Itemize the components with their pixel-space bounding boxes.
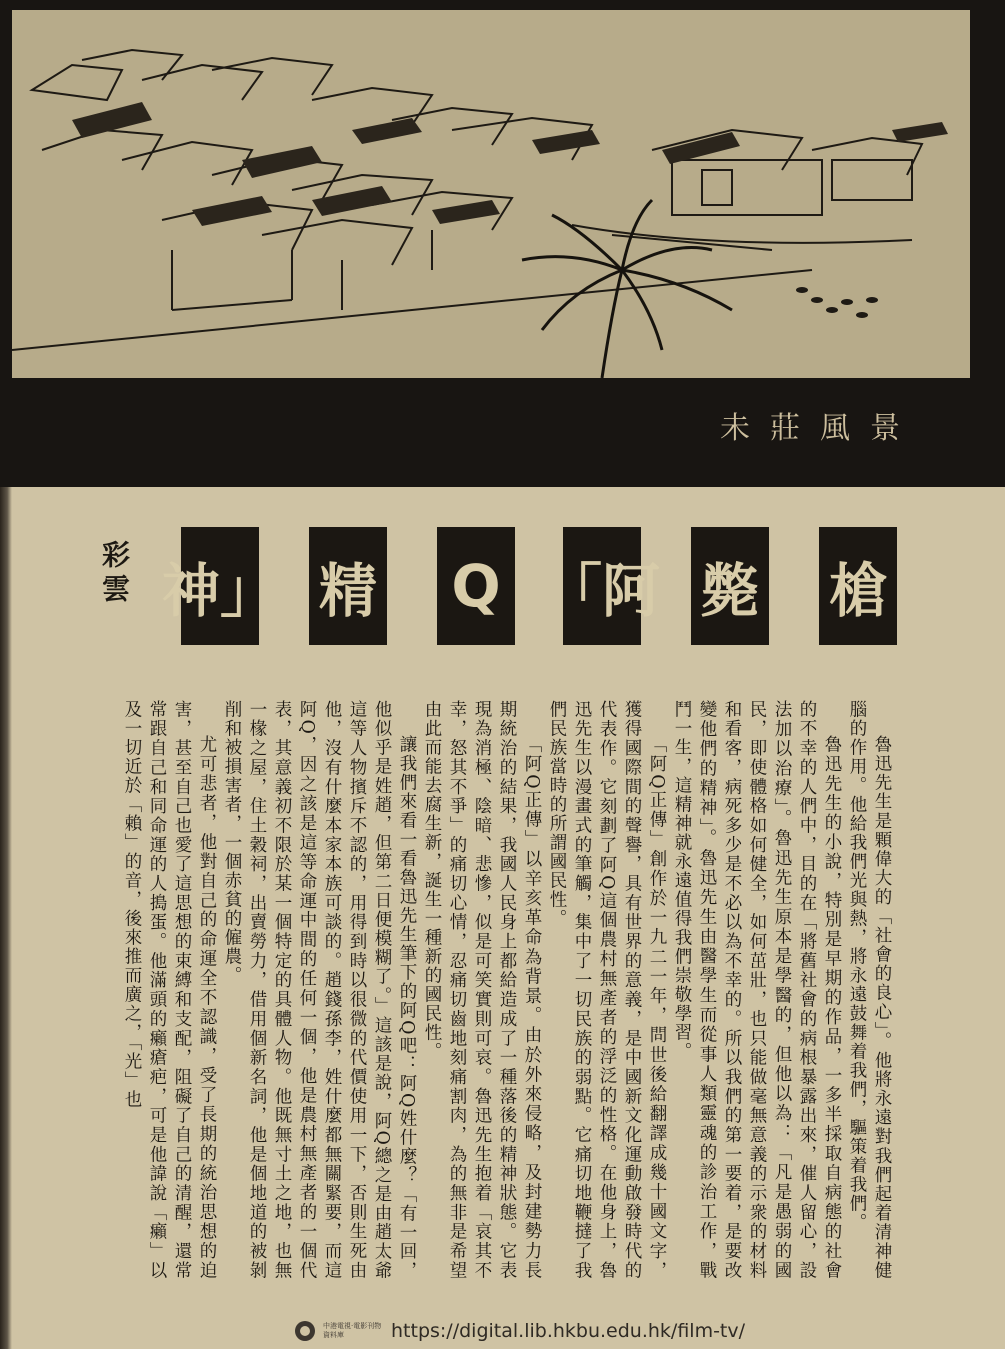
paragraph-5: 讓我們來看一看魯迅先生筆下的阿Q吧：阿Q姓什麼？「有一回，他似乎是姓趙，但第二日便模糊了。」這該是說，阿Q總之是由趙太爺這等人物擯斥不認的，用得到時以很微的代價使用一下，否則生死由他，沒有什麼本家本族可談的。趙錢孫李，姓什麼都無關緊要，而這阿Q，因之該是這等命運中間的任何一個，他是農村無產者的一個代表，其意義初不限於某一個特定的具體人物。他既無寸土之地，也無一椽之屋，住土穀祠，出賣勞力，借用個新名詞，他是個地道的被剝削和被損害者，一個赤貧的僱農。	[222, 700, 417, 1280]
title-char-text: 槍	[828, 557, 887, 625]
title-char-1	[819, 527, 897, 645]
title-char-2	[691, 527, 769, 645]
paragraph-2: 魯迅先生的小說，特別是早期的作品，一多半採取自病態的社會的不幸的人們中，目的在「將舊社會的病根暴露出來，催人留心，設法加以治療」。魯迅先生原本是學醫的，但他以為：「凡是愚弱的國民，即使體格如何健全，如何茁壯，也只能做毫無意義的示衆的材料和看客，病死多少是不必以為不幸的。所以我們的第一要着，是要改變他們的精神」。魯迅先生由醫學生而從事人類靈魂的診治工作，戰鬥一生，這精神就永遠值得我們崇敬學習。	[672, 700, 842, 1280]
title-char-text: 斃	[700, 557, 759, 625]
archive-url-link[interactable]: https://digital.lib.hkbu.edu.hk/film-tv/	[391, 1320, 746, 1342]
footer	[295, 1318, 745, 1344]
title-char-text: Q	[451, 552, 501, 620]
title-char-3	[544, 527, 661, 645]
title-char-6	[162, 527, 279, 645]
author-byline: 彩雲	[98, 540, 131, 608]
village-sketch	[12, 10, 970, 378]
title-char-4	[437, 527, 515, 645]
article-body	[92, 700, 894, 1280]
paragraph-1: 魯迅先生是顆偉大的「社會的良心」。他將永遠對我們起着清神健腦的作用。他給我們光與熱，將永遠鼓舞着我們，驅策着我們。	[847, 700, 892, 1280]
archive-logo-text: 中港電視·電影刊物資料庫	[323, 1322, 382, 1339]
title-char-text: 神」	[162, 557, 279, 625]
paragraph-3: 「阿Q正傳」創作於一九二一年，問世後給翻譯成幾十國文字，獲得國際間的聲譽，具有世界的意義，是中國新文化運動啟發時代的代表作。它刻劃了阿Q這個農村無產者的浮泛的性格。在他身上，魯迅先生以漫畫式的筆觸，集中了一切民族的弱點。它痛切地鞭撻了我們民族當時的所謂國民性。	[547, 700, 667, 1280]
archive-logo-icon	[295, 1321, 315, 1341]
title-char-text: 「阿	[544, 557, 661, 625]
illustration-band	[0, 0, 1005, 487]
title-char-text: 精	[318, 557, 377, 625]
paragraph-6: 尤可悲者，他對自己的命運全不認識，受了長期的統治思想的迫害，甚至自己也愛了這思想的束縛和支配，阻礙了自己的清醒，還常常跟自己和同命運的人搗蛋。他滿頭的癩瘡疤，可是他諱說「癩」以及一切近於「賴」的音，後來推而廣之，「光」也	[122, 700, 217, 1280]
village-illustration	[12, 10, 970, 378]
title-char-5	[309, 527, 387, 645]
illustration-caption: 未莊風景	[720, 411, 920, 446]
paragraph-4: 「阿Q正傳」以辛亥革命為背景。由於外來侵略，及封建勢力長期統治的結果，我國人民身上都給造成了一種落後的精神狀態。它表現為消極、陰暗、悲慘，似是可笑實則可哀。魯迅先生抱着「哀其不幸，怒其不爭」的痛切心情，忍痛切齒地刻痛割肉，為的無非是希望由此而能去腐生新，誕生一種新的國民性。	[422, 700, 542, 1280]
